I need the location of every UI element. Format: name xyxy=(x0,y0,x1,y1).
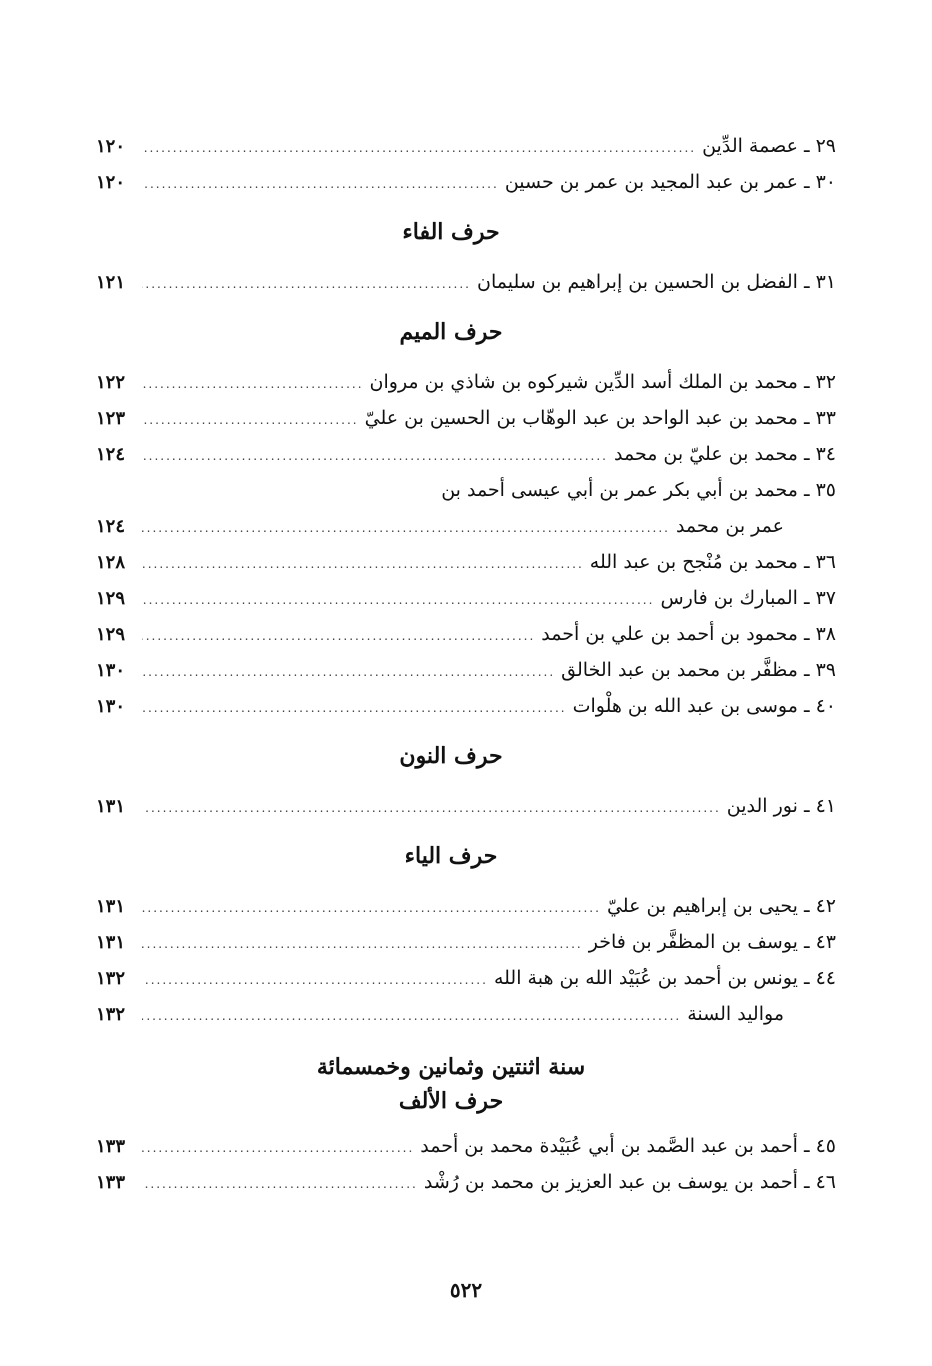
entry-page: ١٢٨ xyxy=(96,552,126,573)
entry-title: أحمد بن يوسف بن عبد العزيز بن محمد بن رُشْد xyxy=(423,1171,798,1193)
entry-title: الفضل بن الحسين بن إبراهيم بن سليمان xyxy=(477,271,798,293)
entry-page: ١٢٣ xyxy=(96,408,126,429)
entry-page: ١٣١ xyxy=(96,932,126,953)
entry-page: ١٣٢ xyxy=(96,1004,126,1025)
entry-title: محمود بن أحمد بن علي بن أحمد xyxy=(541,623,798,645)
entry-title: محمد بن عبد الواحد بن عبد الوهّاب بن الحسين بن عليّ xyxy=(364,407,798,429)
entry-title: محمد بن مُنْجح بن عبد الله xyxy=(589,551,798,573)
dot-leader xyxy=(142,166,499,202)
entry-number: ٣١ ـ xyxy=(803,271,836,293)
dot-leader xyxy=(142,998,681,1034)
toc-entry-34 xyxy=(96,436,836,472)
dot-leader xyxy=(142,438,608,474)
page-number: ٥٢٢ xyxy=(449,1278,483,1302)
entry-title: عصمة الدِّين xyxy=(702,135,798,157)
dot-leader xyxy=(142,1130,414,1166)
entry-number: ٣٣ ـ xyxy=(803,407,836,429)
entry-page: ١٣٢ xyxy=(96,968,126,989)
toc-entry-mawalid xyxy=(96,996,836,1032)
entry-title: محمد بن أبي بكر عمر بن أبي عيسى أحمد بن xyxy=(441,479,798,501)
dot-leader xyxy=(142,1166,418,1202)
entry-title: نور الدين xyxy=(726,795,798,817)
entry-number: ٤٣ ـ xyxy=(803,931,836,953)
dot-leader xyxy=(142,890,601,926)
toc-entry-29 xyxy=(96,128,836,164)
toc-entry-37 xyxy=(96,580,836,616)
dot-leader xyxy=(142,654,555,690)
dot-leader xyxy=(142,582,654,618)
toc-entry-46 xyxy=(96,1164,836,1200)
entry-page: ١٣١ xyxy=(96,796,126,817)
entry-page: ١٢٠ xyxy=(96,172,126,193)
table-of-contents xyxy=(96,128,836,1200)
toc-entry-39 xyxy=(96,652,836,688)
toc-entry-42 xyxy=(96,888,836,924)
dot-leader xyxy=(142,402,359,438)
toc-entry-43 xyxy=(96,924,836,960)
entry-number: ٣٧ ـ xyxy=(803,587,836,609)
entry-title-continued: عمر بن محمد xyxy=(675,515,784,537)
dot-leader xyxy=(142,130,696,166)
entry-page: ١٢٢ xyxy=(96,372,126,393)
entry-page: ١٢٩ xyxy=(96,588,126,609)
section-heading-nun: حرف النون xyxy=(399,743,503,769)
entry-number: ٣٥ ـ xyxy=(803,479,836,501)
entry-page: ١٣٣ xyxy=(96,1136,126,1157)
entry-page: ١٣٠ xyxy=(96,660,126,681)
entry-title: محمد بن عليّ بن محمد xyxy=(613,443,798,465)
toc-entry-33 xyxy=(96,400,836,436)
entry-page: ١٣٣ xyxy=(96,1172,126,1193)
entry-number: ٢٩ ـ xyxy=(803,135,836,157)
year-heading: سنة اثنتين وثمانين وخمسمائة xyxy=(316,1054,586,1080)
dot-leader xyxy=(142,546,584,582)
entry-title: عمر بن عبد المجيد بن عمر بن حسين xyxy=(504,171,798,193)
entry-title: مظفَّر بن محمد بن عبد الخالق xyxy=(561,659,798,681)
entry-number: ٣٨ ـ xyxy=(803,623,836,645)
toc-entry-35-continued xyxy=(96,508,836,544)
entry-page: ١٢٤ xyxy=(96,516,126,537)
entry-number: ٣٩ ـ xyxy=(803,659,836,681)
entry-title: محمد بن الملك أسد الدِّين شيركوه بن شاذي بن مروان xyxy=(369,371,798,393)
entry-page: ١٢٤ xyxy=(96,444,126,465)
toc-entry-41 xyxy=(96,788,836,824)
entry-number: ٤٤ ـ xyxy=(803,967,836,989)
dot-leader xyxy=(142,366,364,402)
toc-entry-38 xyxy=(96,616,836,652)
section-heading-alif: حرف الألف xyxy=(398,1088,504,1114)
dot-leader xyxy=(142,510,670,546)
toc-entry-30 xyxy=(96,164,836,200)
entry-page: ١٣١ xyxy=(96,896,126,917)
toc-entry-35 xyxy=(96,472,836,508)
entry-title: أحمد بن عبد الصَّمد بن أبي عُبَيْدة محمد بن أحمد xyxy=(420,1135,798,1157)
entry-number: ٤٢ ـ xyxy=(803,895,836,917)
entry-number: ٣٠ ـ xyxy=(803,171,836,193)
entry-number: ٤٦ ـ xyxy=(803,1171,836,1193)
entry-page: ١٢٠ xyxy=(96,136,126,157)
entry-title: يحيى بن إبراهيم بن عليّ xyxy=(606,895,798,917)
toc-entry-36 xyxy=(96,544,836,580)
entry-title: المبارك بن فارس xyxy=(660,587,798,609)
toc-entry-44 xyxy=(96,960,836,996)
section-heading-mim: حرف الميم xyxy=(399,319,503,345)
entry-page: ١٢١ xyxy=(96,272,126,293)
dot-leader xyxy=(142,618,535,654)
entry-title: موسى بن عبد الله بن هلْوات xyxy=(572,695,798,717)
entry-number: ٤٠ ـ xyxy=(803,695,836,717)
entry-page: ١٢٩ xyxy=(96,624,126,645)
entry-page: ١٣٠ xyxy=(96,696,126,717)
entry-title: مواليد السنة xyxy=(687,1003,784,1025)
toc-entry-40 xyxy=(96,688,836,724)
section-heading-ya: حرف الياء xyxy=(404,843,498,869)
entry-number: ٣٦ ـ xyxy=(803,551,836,573)
entry-number: ٣٤ ـ xyxy=(803,443,836,465)
entry-number: ٤١ ـ xyxy=(803,795,836,817)
entry-number: ٣٢ ـ xyxy=(803,371,836,393)
entry-number: ٤٥ ـ xyxy=(803,1135,836,1157)
dot-leader xyxy=(142,266,471,302)
toc-entry-45 xyxy=(96,1128,836,1164)
section-heading-fa: حرف الفاء xyxy=(402,219,500,245)
entry-title: يوسف بن المظفَّر بن فاخر xyxy=(588,931,798,953)
dot-leader xyxy=(142,690,567,726)
dot-leader xyxy=(142,790,721,826)
dot-leader xyxy=(142,926,583,962)
toc-entry-32 xyxy=(96,364,836,400)
toc-entry-31 xyxy=(96,264,836,300)
entry-title: يونس بن أحمد بن عُبَيْد الله بن هبة الله xyxy=(493,967,798,989)
dot-leader xyxy=(142,962,488,998)
